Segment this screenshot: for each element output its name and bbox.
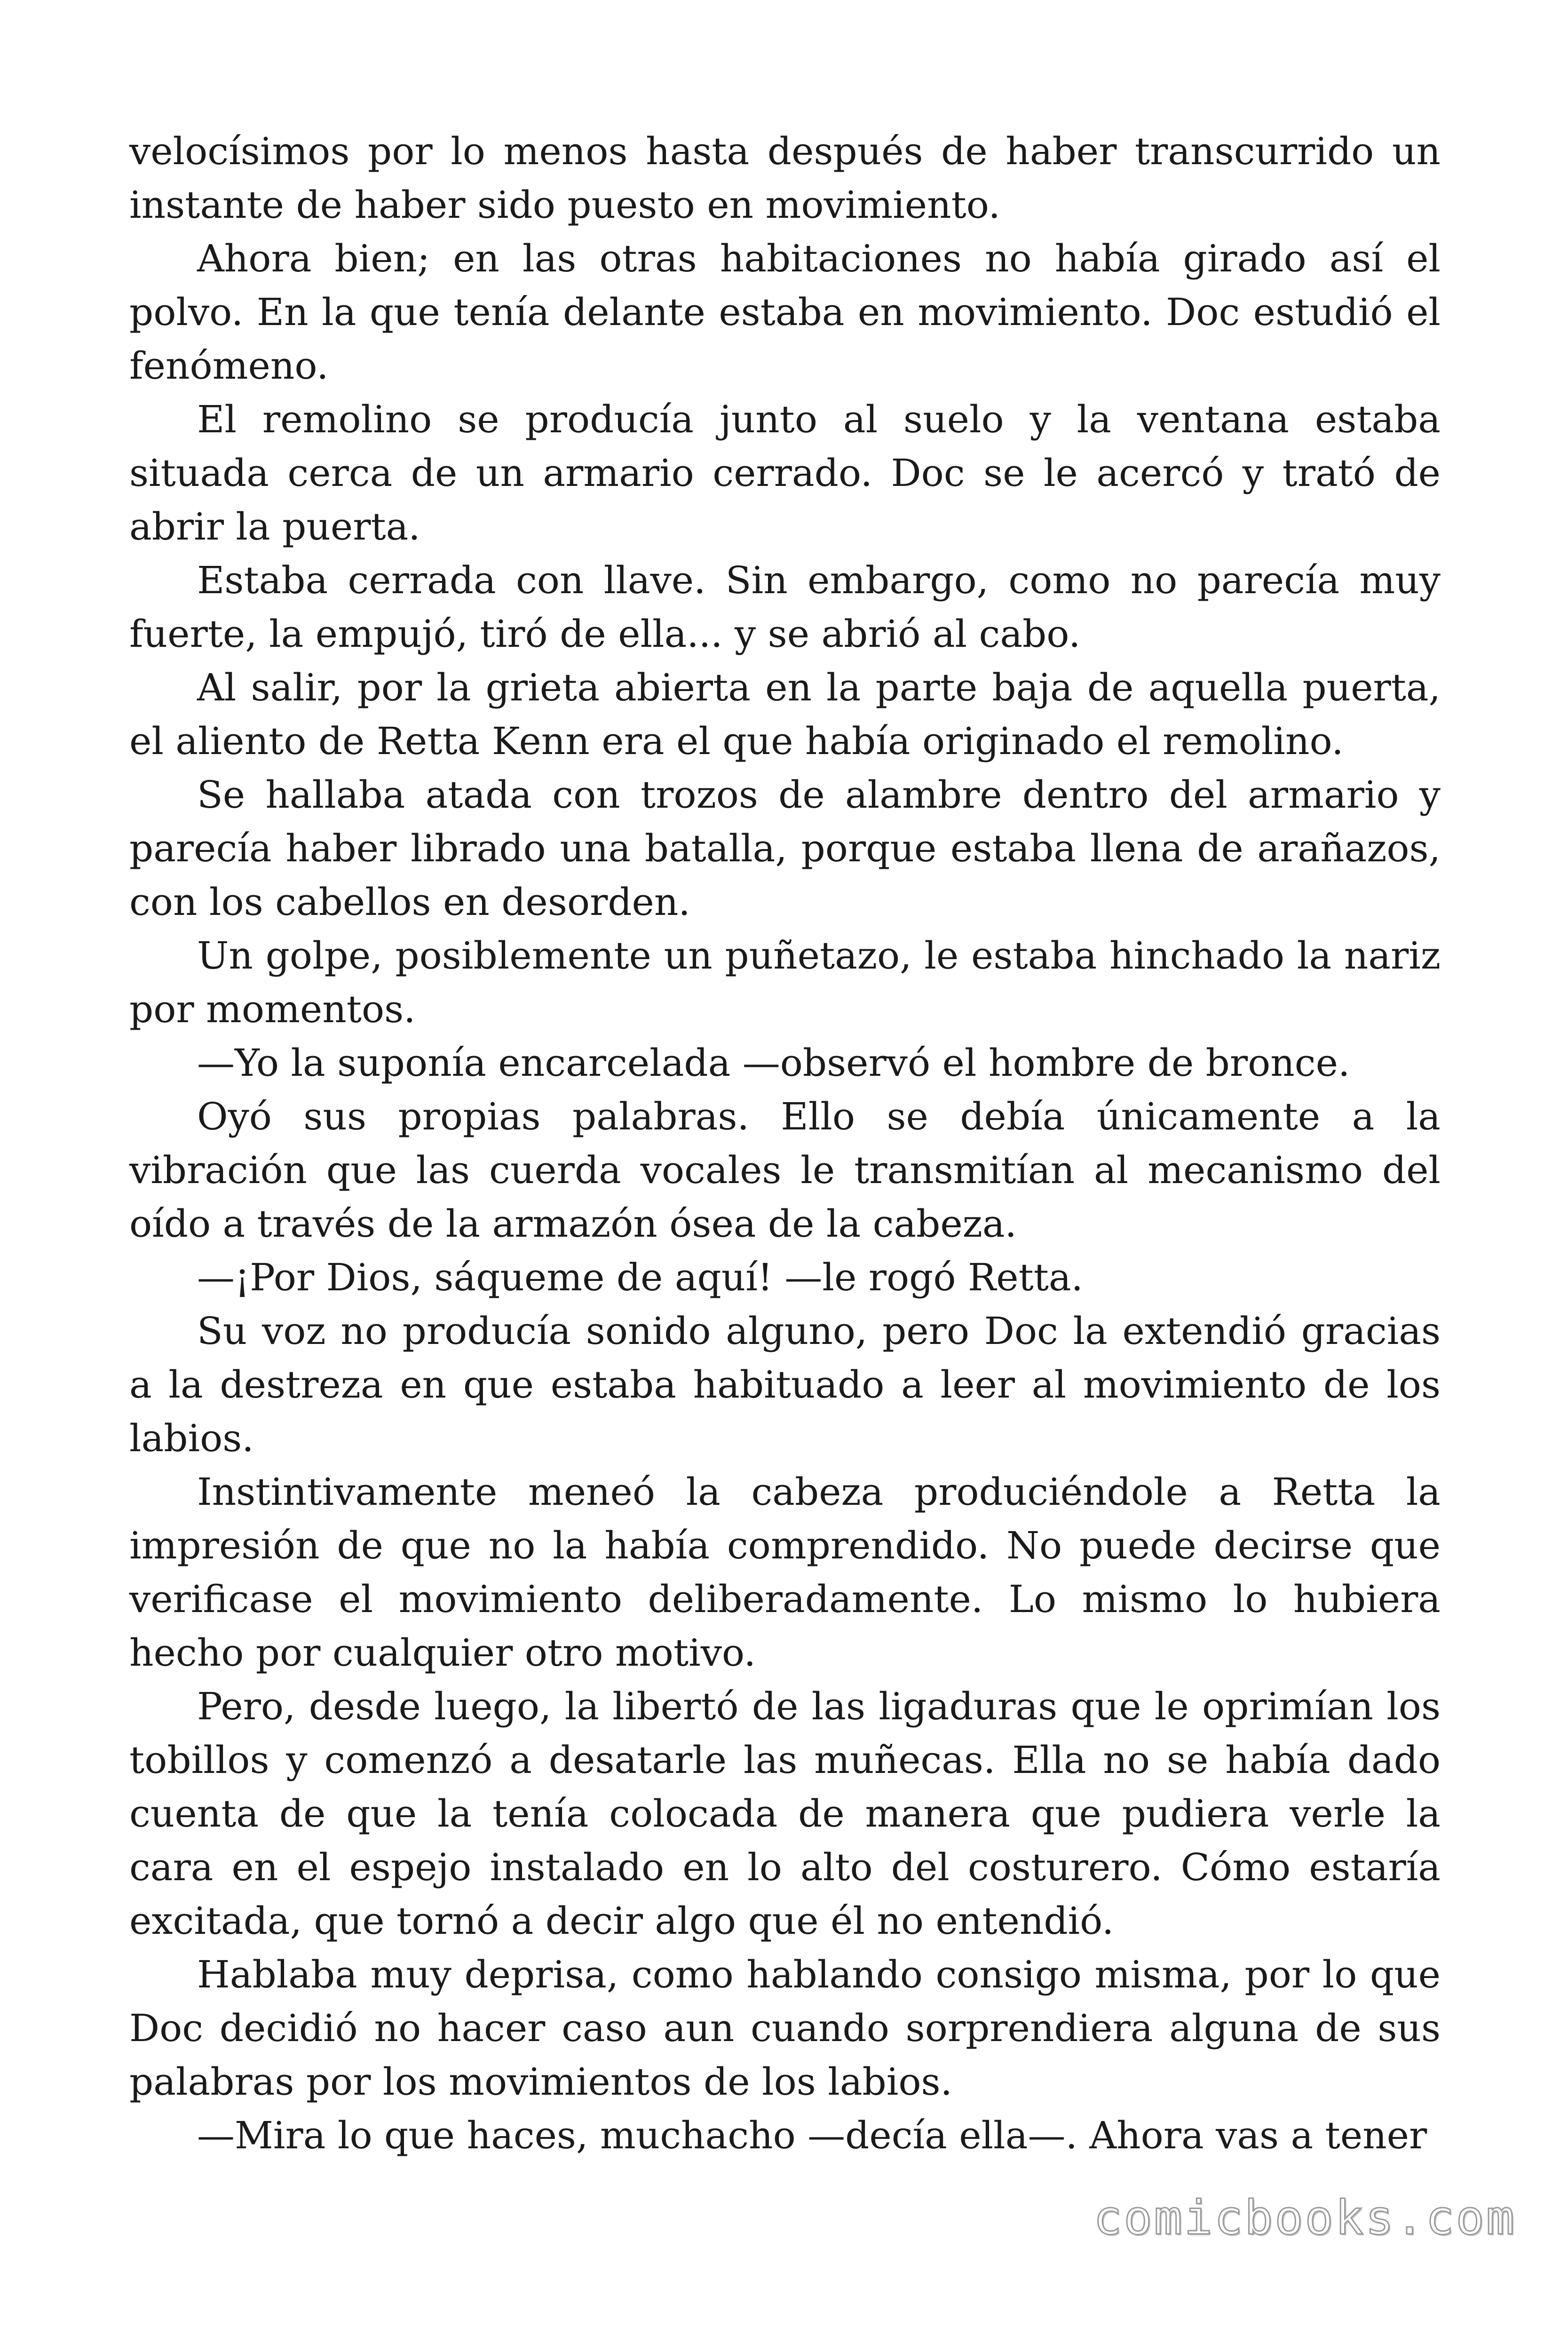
watermark-text: comicbooks.com — [1093, 2190, 1516, 2245]
paragraph: Su voz no producía sonido alguno, pero Doc la extendió gracias a la destreza en que estaba habituado a leer al movimiento de los labios. — [129, 1309, 1441, 1460]
page-body-text — [129, 125, 1441, 2162]
paragraph: El remolino se producía junto al suelo y la ventana estaba situada cerca de un armario cerrado. Doc se le acercó y trató de abrir la puerta. — [129, 397, 1441, 548]
paragraph: Instintivamente meneó la cabeza produciéndole a Retta la impresión de que no la había comprendido. No puede decirse que verificase el movimiento deliberadamente. Lo mismo lo hubiera hecho por cualquier otro motivo. — [129, 1470, 1441, 1675]
dialogue-paragraph: —¡Por Dios, sáqueme de aquí! —le rogó Retta. — [197, 1255, 1083, 1299]
paragraph-continuation: velocísimos por lo menos hasta después de haber transcurrido un instante de haber sido puesto en movimiento. — [129, 129, 1441, 227]
paragraph: Estaba cerrada con llave. Sin embargo, como no parecía muy fuerte, la empujó, tiró de ella... y se abrió al cabo. — [129, 558, 1441, 656]
paragraph: Pero, desde luego, la libertó de las ligaduras que le oprimían los tobillos y comenzó a desatarle las muñecas. Ella no se había dado cuenta de que la tenía colocada de manera que pudiera verle la cara en el espejo instalado en lo alto del costurero. Cómo estaría excitada, que tornó a decir algo que él no entendió. — [129, 1685, 1441, 1943]
paragraph: Hablaba muy deprisa, como hablando consigo misma, por lo que Doc decidió no hacer caso aun cuando sorprendiera alguna de sus palabras por los movimientos de los labios. — [129, 1953, 1441, 2104]
paragraph: Al salir, por la grieta abierta en la parte baja de aquella puerta, el aliento de Retta Kenn era el que había originado el remolino. — [129, 666, 1441, 763]
dialogue-paragraph: —Yo la suponía encarcelada —observó el hombre de bronce. — [197, 1041, 1350, 1085]
paragraph: Ahora bien; en las otras habitaciones no había girado así el polvo. En la que tenía delante estaba en movimiento. Doc estudió el fenómeno. — [129, 237, 1441, 388]
paragraph: Un golpe, posiblemente un puñetazo, le estaba hinchado la nariz por momentos. — [129, 934, 1441, 1031]
dialogue-paragraph: —Mira lo que haces, muchacho —decía ella—. Ahora vas a tener — [197, 2114, 1427, 2157]
paragraph: Se hallaba atada con trozos de alambre dentro del armario y parecía haber librado una batalla, porque estaba llena de arañazos, con los cabellos en desorden. — [129, 773, 1441, 924]
paragraph: Oyó sus propias palabras. Ello se debía únicamente a la vibración que las cuerda vocales le transmitían al mecanismo del oído a través de la armazón ósea de la cabeza. — [129, 1095, 1441, 1246]
